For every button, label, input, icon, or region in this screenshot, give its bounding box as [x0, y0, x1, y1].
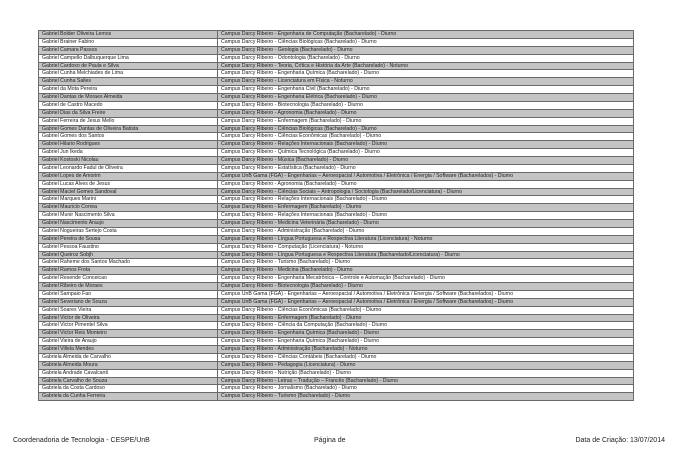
course-name: Campus Darcy Ribeiro - Biotecnologia (Bacharelado) - Diurno — [218, 101, 634, 109]
course-name: Campus Darcy Ribeiro - Teoria, Crítica e História da Arte (Bacharelado) - Noturno — [218, 62, 634, 70]
course-name: Campus Darcy Ribeiro - Enfermagem (Bacharelado) - Diurno — [218, 314, 634, 322]
candidate-name: Gabriel Victor Reis Monteiro — [39, 330, 218, 338]
course-name: Campus Darcy Ribeiro - Medicina (Bacharelado) - Diurno — [218, 267, 634, 275]
candidate-name: Gabriel Bolder Oliveira Lemos — [39, 31, 218, 39]
candidate-name: Gabriela Almeida Moura — [39, 361, 218, 369]
table-row — [39, 31, 634, 39]
table-row — [39, 314, 634, 322]
table-row — [39, 267, 634, 275]
course-name: Campus Darcy Ribeiro - Enfermagem (Bacharelado) - Diurno — [218, 204, 634, 212]
course-name: Campus Darcy Ribeiro - Ciências Biológicas (Bacharelado) - Diurno — [218, 125, 634, 133]
table-row — [39, 180, 634, 188]
candidate-name: Gabriel da Mota Pereira — [39, 86, 218, 94]
table-row — [39, 46, 634, 54]
candidate-name: Gabriel de Castro Macedo — [39, 101, 218, 109]
table-row — [39, 86, 634, 94]
table-row — [39, 117, 634, 125]
candidate-name: Gabriel Vieira de Araujo — [39, 338, 218, 346]
course-name: Campus Darcy Ribeiro - Engenharia Química (Bacharelado) - Diurno — [218, 338, 634, 346]
candidate-name: Gabriel Munir Nascimento Silva — [39, 212, 218, 220]
candidate-name: Gabriel Villela Mendes — [39, 346, 218, 354]
table-row — [39, 235, 634, 243]
candidate-name: Gabriel Pereira de Sousa — [39, 235, 218, 243]
course-name: Campus Darcy Ribeiro - Relações Internacionais (Bacharelado) - Diurno — [218, 196, 634, 204]
course-name: Campus Darcy Ribeiro - Música (Bacharelado) - Diurno — [218, 157, 634, 165]
course-name: Campus Darcy Ribeiro - Biotecnologia (Bacharelado) - Diurno — [218, 283, 634, 291]
table-row — [39, 353, 634, 361]
candidate-name: Gabriel Dantas de Moraes Almeida — [39, 94, 218, 102]
candidate-name: Gabriel Sampaio Fao — [39, 290, 218, 298]
table-row — [39, 188, 634, 196]
candidate-name: Gabriel Camara Passos — [39, 46, 218, 54]
course-name: Campus UnB Gama (FGA) - Engenharias – Aeroespacial / Automotiva / Eletrônica / Energia / Software (Bacharelados) - Diurno — [218, 298, 634, 306]
candidate-name: Gabriel Ramos Frota — [39, 267, 218, 275]
candidate-name: Gabriel Campello Dalbuquerque Lima — [39, 54, 218, 62]
table-row — [39, 369, 634, 377]
course-name: Campus Darcy Ribeiro - Engenharia Civil (Bacharelado) - Diurno — [218, 86, 634, 94]
table-row — [39, 141, 634, 149]
table-row — [39, 251, 634, 259]
candidate-name: Gabriel Mauricio Correa — [39, 204, 218, 212]
course-name: Campus Darcy Ribeiro - Engenharia Mecatrônica – Controle e Automação (Bacharelado) - Diurno — [218, 275, 634, 283]
table-row — [39, 385, 634, 393]
table-row — [39, 243, 634, 251]
table-row — [39, 101, 634, 109]
candidate-name: Gabriel Leonardo Fadul de Oliveira — [39, 164, 218, 172]
course-name: Campus Darcy Ribeiro - Engenharia Elétrica (Bacharelado) - Diurno — [218, 94, 634, 102]
results-table — [38, 30, 634, 401]
course-name: Campus Darcy Ribeiro - Língua Portuguesa e Respectiva Literatura (Licenciatura) - Noturno — [218, 235, 634, 243]
table-row — [39, 220, 634, 228]
table-row — [39, 330, 634, 338]
candidate-name: Gabriel Resende Conceicao — [39, 275, 218, 283]
table-row — [39, 204, 634, 212]
candidate-name: Gabriel Cunha Melchiades de Lima — [39, 70, 218, 78]
candidate-name: Gabriel Ribeiro de Moraes — [39, 283, 218, 291]
table-row — [39, 338, 634, 346]
candidate-name: Gabriela da Cunha Ferreira — [39, 393, 218, 401]
footer-page-number: Página de — [314, 437, 346, 444]
candidate-name: Gabriel Nascimento Araujo — [39, 220, 218, 228]
candidate-name: Gabriel Queiroz Sobjh — [39, 251, 218, 259]
course-name: Campus Darcy Ribeiro - Relações Internacionais (Bacharelado) - Diurno — [218, 141, 634, 149]
course-name: Campus Darcy Ribeiro - Engenharia de Computação (Bacharelado) - Diurno — [218, 31, 634, 39]
footer-creation-date: Data de Criação: 13/07/2014 — [575, 437, 665, 444]
course-name: Campus Darcy Ribeiro - Ciências Contábeis (Bacharelado) - Diurno — [218, 353, 634, 361]
course-name: Campus Darcy Ribeiro - Agronomia (Bacharelado) - Diurno — [218, 109, 634, 117]
candidate-name: Gabriel Dias da Silva Freire — [39, 109, 218, 117]
course-name: Campus Darcy Ribeiro - Pedagogia (Licenciatura) - Diurno — [218, 361, 634, 369]
table-row — [39, 78, 634, 86]
candidate-name: Gabriel Marques Marini — [39, 196, 218, 204]
course-name: Campus Darcy Ribeiro - Ciências Biológicas (Bacharelado) - Diurno — [218, 38, 634, 46]
table-row — [39, 290, 634, 298]
candidate-name: Gabriela Carvalho de Souza — [39, 377, 218, 385]
candidate-name: Gabriela Almeida de Carvalho — [39, 353, 218, 361]
candidate-name: Gabriel Gomes Dantas de Oliveira Batista — [39, 125, 218, 133]
table-row — [39, 361, 634, 369]
table-row — [39, 157, 634, 165]
table-row — [39, 125, 634, 133]
table-row — [39, 196, 634, 204]
table-row — [39, 275, 634, 283]
course-name: Campus Darcy Ribeiro - Relações Internacionais (Bacharelado) - Diurno — [218, 212, 634, 220]
candidate-name: Gabriel Severiano de Souza — [39, 298, 218, 306]
course-name: Campus Darcy Ribeiro - Geologia (Bacharelado) - Diurno — [218, 46, 634, 54]
table-row — [39, 54, 634, 62]
table-row — [39, 38, 634, 46]
table-row — [39, 283, 634, 291]
course-name: Campus Darcy Ribeiro - Estatística (Bacharelado) - Diurno — [218, 164, 634, 172]
course-name: Campus Darcy Ribeiro - Língua Portuguesa e Respectiva Literatura (Bacharelado/Licenciatura) - Diurno — [218, 251, 634, 259]
table-row — [39, 306, 634, 314]
table-row — [39, 322, 634, 330]
course-name: Campus Darcy Ribeiro - Turismo (Bacharelado) - Diurno — [218, 259, 634, 267]
candidate-name: Gabriela da Costa Cardoso — [39, 385, 218, 393]
table-row — [39, 298, 634, 306]
candidate-name: Gabriel Hilario Rodrigues — [39, 141, 218, 149]
candidate-name: Gabriel Brainer Fabino — [39, 38, 218, 46]
course-name: Campus Darcy Ribeiro - Nutrição (Bacharelado) - Diurno — [218, 369, 634, 377]
table-row — [39, 346, 634, 354]
course-name: Campus Darcy Ribeiro - Licenciatura em Física - Noturno — [218, 78, 634, 86]
course-name: Campus Darcy Ribeiro - Administração (Bacharelado) - Diurno — [218, 227, 634, 235]
course-name: Campus Darcy Ribeiro - Ciências Sociais – Antropologia / Sociologia (Bacharelado/Licenciatura) - Diurno — [218, 188, 634, 196]
course-name: Campus Darcy Ribeiro - Jornalismo (Bacharelado) - Diurno — [218, 385, 634, 393]
course-name: Campus UnB Gama (FGA) - Engenharias – Aeroespacial / Automotiva / Eletrônica / Energia / Software (Bacharelados) - Diurno — [218, 290, 634, 298]
footer-organization: Coordenadoria de Tecnologia - CESPE/UnB — [13, 437, 150, 444]
candidate-name: Gabriel Jun Ikeda — [39, 149, 218, 157]
course-name: Campus Darcy Ribeiro - Agronomia (Bacharelado) - Diurno — [218, 180, 634, 188]
candidate-name: Gabriel Lucas Alves de Jesus — [39, 180, 218, 188]
candidate-name: Gabriel Victor de Oliveira — [39, 314, 218, 322]
course-name: Campus Darcy Ribeiro - Letras – Tradução – Francês (Bacharelado) - Diurno — [218, 377, 634, 385]
table-row — [39, 133, 634, 141]
table-row — [39, 172, 634, 180]
candidate-name: Gabriel Lopes de Amorim — [39, 172, 218, 180]
candidate-name: Gabriel Raheme dos Santos Machado — [39, 259, 218, 267]
candidate-name: Gabriel Kostoski Nicolau — [39, 157, 218, 165]
table-row — [39, 393, 634, 401]
course-name: Campus Darcy Ribeiro - Ciências Econômicas (Bacharelado) - Diurno — [218, 133, 634, 141]
course-name: Campus Darcy Ribeiro - Ciências Econômicas (Bacharelado) - Diurno — [218, 306, 634, 314]
course-name: Campus Darcy Ribeiro - Administração (Bacharelado) - Noturno — [218, 346, 634, 354]
table-row — [39, 149, 634, 157]
course-name: Campus Darcy Ribeiro - Enfermagem (Bacharelado) - Diurno — [218, 117, 634, 125]
course-name: Campus Darcy Ribeiro - Engenharia Química (Bacharelado) - Diurno — [218, 70, 634, 78]
course-name: Campus Darcy Ribeiro - Odontologia (Bacharelado) - Diurno — [218, 54, 634, 62]
course-name: Campus UnB Gama (FGA) - Engenharias – Aeroespacial / Automotiva / Eletrônica / Energia / Software (Bacharelados) - Diurno — [218, 172, 634, 180]
course-name: Campus Darcy Ribeiro - Engenharia Química (Bacharelado) - Diurno — [218, 330, 634, 338]
table-row — [39, 70, 634, 78]
candidate-name: Gabriel Pessoa Faustino — [39, 243, 218, 251]
candidate-name: Gabriel Ferreira de Jesus Mello — [39, 117, 218, 125]
candidate-name: Gabriel Soares Vieira — [39, 306, 218, 314]
table-row — [39, 94, 634, 102]
table-row — [39, 109, 634, 117]
candidate-name: Gabriela Andrade Cavalcanti — [39, 369, 218, 377]
table-row — [39, 62, 634, 70]
course-name: Campus Darcy Ribeiro - Química Tecnológica (Bacharelado) - Diurno — [218, 149, 634, 157]
table-row — [39, 212, 634, 220]
table-row — [39, 377, 634, 385]
course-name: Campus Darcy Ribeiro - Medicina Veterinária (Bacharelado) - Diurno — [218, 220, 634, 228]
candidate-name: Gabriel Victor Pimentel Silva — [39, 322, 218, 330]
course-name: Campus Darcy Ribeiro - Turismo (Bacharelado) - Diurno — [218, 393, 634, 401]
table-row — [39, 164, 634, 172]
candidate-name: Gabriel Cunha Salles — [39, 78, 218, 86]
course-name: Campus Darcy Ribeiro - Computação (Licenciatura) - Noturno — [218, 243, 634, 251]
candidate-name: Gabriel Maciel Gomes Sandoval — [39, 188, 218, 196]
candidate-name: Gabriel Cardoso de Paula e Silva — [39, 62, 218, 70]
candidate-name: Gabriel Gomes dos Santos — [39, 133, 218, 141]
table-row — [39, 259, 634, 267]
table-row — [39, 227, 634, 235]
course-name: Campus Darcy Ribeiro - Ciência da Computação (Bacharelado) - Diurno — [218, 322, 634, 330]
candidate-name: Gabriel Nogueiras Sertejo Costa — [39, 227, 218, 235]
